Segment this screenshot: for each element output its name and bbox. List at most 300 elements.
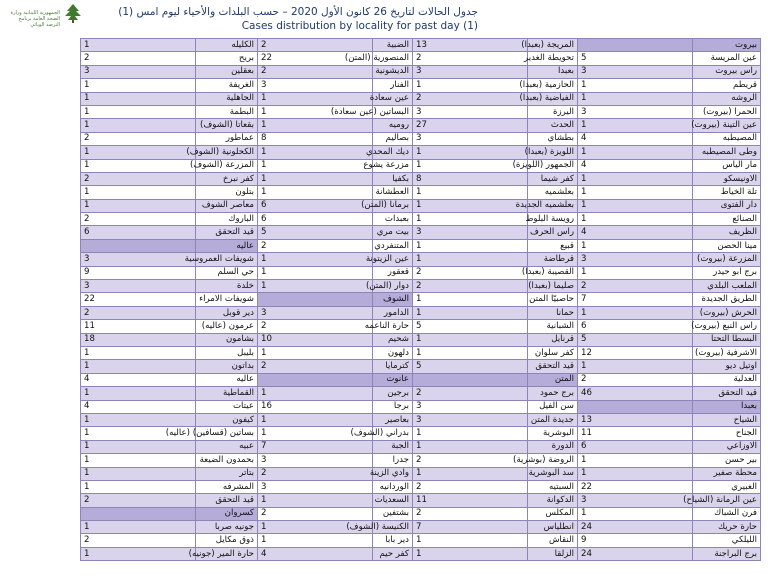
case-count: 1 bbox=[258, 427, 373, 440]
case-count: 8 bbox=[413, 172, 528, 185]
cases-table bbox=[80, 38, 761, 561]
locality-name: عين التينة (بيروت) bbox=[693, 119, 761, 132]
locality-name: كفر نبرخ bbox=[196, 172, 258, 185]
locality-name: بيت مري bbox=[373, 226, 413, 239]
case-count: 6 bbox=[258, 213, 373, 226]
case-count: 1 bbox=[413, 159, 528, 172]
table-row bbox=[81, 159, 761, 172]
locality-name: كفر سلوان bbox=[528, 346, 578, 359]
locality-name: عيتات bbox=[196, 400, 258, 413]
table-row bbox=[81, 199, 761, 212]
locality-name: دوار (المتن) bbox=[373, 280, 413, 293]
locality-name: الليلكي bbox=[693, 534, 761, 547]
case-count: 2 bbox=[578, 280, 693, 293]
locality-name: سن الفيل bbox=[528, 400, 578, 413]
case-count: 1 bbox=[413, 440, 528, 453]
case-count: 1 bbox=[578, 306, 693, 319]
table-row bbox=[81, 293, 761, 306]
case-count: 4 bbox=[578, 132, 693, 145]
locality-name: عين الرمانة (الشياح) bbox=[693, 494, 761, 507]
locality-name: الوردانيه bbox=[373, 480, 413, 493]
locality-name: اوتيل ديو bbox=[693, 360, 761, 373]
locality-name: المشرفه bbox=[196, 480, 258, 493]
case-count: 1 bbox=[413, 427, 528, 440]
case-count: 1 bbox=[81, 186, 196, 199]
locality-name: بساتين (قسافين) (عاليه) bbox=[196, 427, 258, 440]
locality-name: الضبية bbox=[373, 39, 413, 52]
locality-name: حارة المير (جونيه) bbox=[196, 547, 258, 560]
case-count: 7 bbox=[413, 521, 528, 534]
case-count: 11 bbox=[413, 494, 528, 507]
case-count: 4 bbox=[578, 159, 693, 172]
locality-name: البوشرية bbox=[528, 427, 578, 440]
case-count: 1 bbox=[258, 105, 373, 118]
case-count: 1 bbox=[258, 387, 373, 400]
case-count: 4 bbox=[578, 226, 693, 239]
locality-name: بتاتر bbox=[196, 467, 258, 480]
locality-name: جديدة المتن bbox=[528, 413, 578, 426]
locality-name: راس بيروت bbox=[693, 65, 761, 78]
case-count: 4 bbox=[81, 373, 196, 386]
district-header-value bbox=[81, 507, 196, 520]
locality-name: برجين bbox=[373, 387, 413, 400]
case-count: 1 bbox=[413, 534, 528, 547]
locality-name: قبيع bbox=[528, 239, 578, 252]
locality-name: بعلشميه bbox=[528, 186, 578, 199]
case-count: 27 bbox=[413, 119, 528, 132]
table-row bbox=[81, 534, 761, 547]
case-count: 2 bbox=[413, 92, 528, 105]
case-count: 1 bbox=[578, 266, 693, 279]
locality-name: الغريفة bbox=[196, 79, 258, 92]
case-count: 1 bbox=[413, 346, 528, 359]
district-header: عاليه bbox=[196, 239, 258, 252]
locality-name: قيد التحقق bbox=[196, 494, 258, 507]
locality-name: الروضة (بوشرية) bbox=[528, 454, 578, 467]
case-count: 1 bbox=[81, 454, 196, 467]
case-count: 3 bbox=[413, 400, 528, 413]
case-count: 8 bbox=[258, 132, 373, 145]
locality-name: قرطاضة bbox=[528, 253, 578, 266]
locality-name: الفياضية (بعبدا) bbox=[528, 92, 578, 105]
locality-name: صليما (بعبدا) bbox=[528, 280, 578, 293]
locality-name: اليرزة bbox=[528, 105, 578, 118]
title-english: Cases distribution by locality for past day (1) bbox=[241, 20, 478, 32]
case-count: 3 bbox=[81, 65, 196, 78]
table-row bbox=[81, 507, 761, 520]
case-count: 24 bbox=[578, 521, 693, 534]
locality-name: الاشرفية (بيروت) bbox=[693, 346, 761, 359]
locality-name: النقاش bbox=[528, 534, 578, 547]
case-count: 5 bbox=[413, 360, 528, 373]
locality-name: دلهون bbox=[373, 346, 413, 359]
case-count: 1 bbox=[578, 119, 693, 132]
case-count: 3 bbox=[258, 79, 373, 92]
locality-name: وطى المصيطبه bbox=[693, 146, 761, 159]
case-count: 2 bbox=[413, 280, 528, 293]
case-count: 2 bbox=[413, 454, 528, 467]
table-row bbox=[81, 146, 761, 159]
case-count: 1 bbox=[81, 159, 196, 172]
locality-name: عين الزيتونة bbox=[373, 253, 413, 266]
case-count: 22 bbox=[81, 293, 196, 306]
table-row bbox=[81, 186, 761, 199]
district-header: عانوت bbox=[373, 373, 413, 386]
district-header-value bbox=[578, 39, 693, 52]
locality-name: الجناح bbox=[693, 427, 761, 440]
locality-name: تحويطة الغدير bbox=[528, 52, 578, 65]
case-count: 7 bbox=[578, 293, 693, 306]
case-count: 6 bbox=[578, 320, 693, 333]
case-count: 1 bbox=[413, 253, 528, 266]
case-count: 1 bbox=[81, 427, 196, 440]
case-count: 2 bbox=[81, 306, 196, 319]
locality-name: الفنار bbox=[373, 79, 413, 92]
locality-name: ديك المحدي bbox=[373, 146, 413, 159]
case-count: 6 bbox=[578, 440, 693, 453]
table-row bbox=[81, 226, 761, 239]
case-count: 1 bbox=[578, 360, 693, 373]
locality-name: بشتفين bbox=[373, 507, 413, 520]
case-count: 1 bbox=[258, 253, 373, 266]
case-count: 3 bbox=[258, 306, 373, 319]
locality-name: روميه bbox=[373, 119, 413, 132]
locality-name: بعبدا bbox=[528, 65, 578, 78]
table-row bbox=[81, 440, 761, 453]
case-count: 2 bbox=[81, 534, 196, 547]
case-count: 1 bbox=[81, 467, 196, 480]
locality-name: شويفات العمروسية bbox=[196, 253, 258, 266]
locality-name: الظريف bbox=[693, 226, 761, 239]
table-row bbox=[81, 79, 761, 92]
case-count: 1 bbox=[413, 293, 528, 306]
case-count: 1 bbox=[258, 494, 373, 507]
locality-name: بليبل bbox=[196, 346, 258, 359]
locality-name: الاونيسكو bbox=[693, 172, 761, 185]
case-count: 5 bbox=[578, 333, 693, 346]
locality-name: الحدث bbox=[528, 119, 578, 132]
locality-name: الحرش (بيروت) bbox=[693, 306, 761, 319]
case-count: 5 bbox=[413, 320, 528, 333]
case-count: 1 bbox=[81, 146, 196, 159]
locality-name: راس الحرف bbox=[528, 226, 578, 239]
locality-name: الكحلونية (الشوف) bbox=[196, 146, 258, 159]
locality-name: فرن الشباك bbox=[693, 507, 761, 520]
logo-text: الجمهورية اللبنانية وزارة الصحة العامة برنامج الترصد الوبائي bbox=[10, 10, 60, 28]
locality-name: عماطور bbox=[196, 132, 258, 145]
district-header: الشوف bbox=[373, 293, 413, 306]
case-count: 1 bbox=[81, 92, 196, 105]
locality-name: وادي الزينة bbox=[373, 467, 413, 480]
locality-name: رويسة البلوط bbox=[528, 213, 578, 226]
table-row bbox=[81, 119, 761, 132]
case-count: 3 bbox=[258, 480, 373, 493]
case-count: 2 bbox=[413, 387, 528, 400]
case-count: 1 bbox=[81, 39, 196, 52]
locality-name: ذوق مكايل bbox=[196, 534, 258, 547]
locality-name: عين المريسة bbox=[693, 52, 761, 65]
case-count: 1 bbox=[258, 413, 373, 426]
case-count: 1 bbox=[81, 387, 196, 400]
locality-name: بدراني (الشوف) bbox=[373, 427, 413, 440]
locality-name: البسطا التحتا bbox=[693, 333, 761, 346]
case-count: 1 bbox=[578, 186, 693, 199]
locality-name: المكلس bbox=[528, 507, 578, 520]
locality-name: حارة حريك bbox=[693, 521, 761, 534]
case-count: 2 bbox=[81, 132, 196, 145]
locality-name: قيد التحقق bbox=[693, 387, 761, 400]
locality-name: الباروك bbox=[196, 213, 258, 226]
case-count: 1 bbox=[578, 92, 693, 105]
table-row bbox=[81, 494, 761, 507]
case-count: 1 bbox=[413, 333, 528, 346]
locality-name: الشياح bbox=[693, 413, 761, 426]
locality-name: كيفون bbox=[196, 413, 258, 426]
locality-name: بتلون bbox=[196, 186, 258, 199]
case-count: 2 bbox=[81, 52, 196, 65]
locality-name: المزرعة (بيروت) bbox=[693, 253, 761, 266]
locality-name: جونيه صربا bbox=[196, 521, 258, 534]
locality-name: حاصبيّا المتن bbox=[528, 293, 578, 306]
cedar-tree-icon bbox=[62, 2, 84, 24]
case-count: 7 bbox=[258, 440, 373, 453]
district-header-value bbox=[413, 373, 528, 386]
case-count: 6 bbox=[258, 199, 373, 212]
case-count: 9 bbox=[578, 534, 693, 547]
locality-name: الزلقا bbox=[528, 547, 578, 560]
case-count: 1 bbox=[81, 480, 196, 493]
locality-name: الجاهلية bbox=[196, 92, 258, 105]
case-count: 1 bbox=[258, 119, 373, 132]
case-count: 1 bbox=[413, 467, 528, 480]
case-count: 3 bbox=[578, 65, 693, 78]
case-count: 2 bbox=[258, 39, 373, 52]
locality-name: البطمة bbox=[196, 105, 258, 118]
table-row bbox=[81, 253, 761, 266]
case-count: 22 bbox=[578, 480, 693, 493]
locality-name: كفر حيم bbox=[373, 547, 413, 560]
case-count: 11 bbox=[578, 427, 693, 440]
case-count: 1 bbox=[413, 239, 528, 252]
district-header-value bbox=[258, 293, 373, 306]
locality-name: حارة الناعمه bbox=[373, 320, 413, 333]
title-arabic: جدول الحالات لتاريخ 26 كانون الأول 2020 – حسب البلدات والأحياء ليوم امس (1) bbox=[118, 6, 478, 18]
case-count: 1 bbox=[413, 146, 528, 159]
table-row bbox=[81, 266, 761, 279]
table-row bbox=[81, 320, 761, 333]
locality-name: عاليه bbox=[196, 373, 258, 386]
locality-name: كترمايا bbox=[373, 360, 413, 373]
locality-name: محطة صفير bbox=[693, 467, 761, 480]
locality-name: مار الياس bbox=[693, 159, 761, 172]
locality-name: السبتيه bbox=[528, 480, 578, 493]
locality-name: برج حمود bbox=[528, 387, 578, 400]
locality-name: بصاليم bbox=[373, 132, 413, 145]
case-count: 9 bbox=[81, 266, 196, 279]
case-count: 1 bbox=[578, 172, 693, 185]
table-row bbox=[81, 213, 761, 226]
case-count: 1 bbox=[258, 172, 373, 185]
case-count: 10 bbox=[258, 333, 373, 346]
locality-name: الدكوانة bbox=[528, 494, 578, 507]
case-count: 3 bbox=[413, 226, 528, 239]
locality-name: العدلية bbox=[693, 373, 761, 386]
case-count: 2 bbox=[258, 65, 373, 78]
locality-name: انطلياس bbox=[528, 521, 578, 534]
table-row bbox=[81, 52, 761, 65]
district-header-value bbox=[578, 400, 693, 413]
locality-name: شويفات الامراء bbox=[196, 293, 258, 306]
locality-name: بداتون bbox=[196, 360, 258, 373]
table-row bbox=[81, 346, 761, 359]
table-row bbox=[81, 521, 761, 534]
case-count: 4 bbox=[258, 547, 373, 560]
case-count: 1 bbox=[578, 213, 693, 226]
case-count: 2 bbox=[413, 480, 528, 493]
case-count: 1 bbox=[578, 467, 693, 480]
case-count: 2 bbox=[258, 239, 373, 252]
table-row bbox=[81, 387, 761, 400]
locality-name: راس النبع (بيروت) bbox=[693, 320, 761, 333]
case-count: 1 bbox=[413, 186, 528, 199]
table-row bbox=[81, 413, 761, 426]
district-header-value bbox=[81, 239, 196, 252]
locality-name: المتنفردي bbox=[373, 239, 413, 252]
locality-name: اللويزة (بعبدا) bbox=[528, 146, 578, 159]
table-row bbox=[81, 547, 761, 560]
locality-name: الجبة bbox=[373, 440, 413, 453]
locality-name: الحازمية (بعبدا) bbox=[528, 79, 578, 92]
locality-name: بقعاتا (الشوف) bbox=[196, 119, 258, 132]
locality-name: بشامون bbox=[196, 333, 258, 346]
district-header: المتن bbox=[528, 373, 578, 386]
case-count: 3 bbox=[413, 105, 528, 118]
locality-name: مزرعة يشوع bbox=[373, 159, 413, 172]
case-count: 1 bbox=[258, 159, 373, 172]
case-count: 1 bbox=[258, 186, 373, 199]
case-count: 1 bbox=[413, 199, 528, 212]
case-count: 1 bbox=[413, 306, 528, 319]
locality-name: بعقلين bbox=[196, 65, 258, 78]
locality-name: البساتين (عين سعادة) bbox=[373, 105, 413, 118]
case-count: 1 bbox=[258, 346, 373, 359]
locality-name: برمانا (المتن) bbox=[373, 199, 413, 212]
table-row bbox=[81, 400, 761, 413]
district-header-value bbox=[258, 373, 373, 386]
case-count: 1 bbox=[258, 521, 373, 534]
table-row bbox=[81, 360, 761, 373]
case-count: 1 bbox=[81, 360, 196, 373]
table-row bbox=[81, 105, 761, 118]
case-count: 1 bbox=[258, 266, 373, 279]
case-count: 2 bbox=[578, 373, 693, 386]
case-count: 3 bbox=[413, 413, 528, 426]
locality-name: بحمدون الضيعة bbox=[196, 454, 258, 467]
case-count: 1 bbox=[578, 79, 693, 92]
case-count: 1 bbox=[258, 146, 373, 159]
locality-name: برجا bbox=[373, 400, 413, 413]
case-count: 6 bbox=[81, 226, 196, 239]
locality-name: بعاصير bbox=[373, 413, 413, 426]
case-count: 1 bbox=[413, 213, 528, 226]
district-header: بيروت bbox=[693, 39, 761, 52]
case-count: 1 bbox=[81, 521, 196, 534]
table-row bbox=[81, 306, 761, 319]
case-count: 2 bbox=[258, 320, 373, 333]
locality-name: القصيبة (بعبدا) bbox=[528, 266, 578, 279]
locality-name: الملعب البلدي bbox=[693, 280, 761, 293]
case-count: 3 bbox=[81, 280, 196, 293]
locality-name: معاصر الشوف bbox=[196, 199, 258, 212]
table-row bbox=[81, 280, 761, 293]
case-count: 2 bbox=[413, 52, 528, 65]
case-count: 3 bbox=[413, 65, 528, 78]
locality-name: كفر شيما bbox=[528, 172, 578, 185]
locality-name: الدامور bbox=[373, 306, 413, 319]
locality-name: المزرعة (الشوف) bbox=[196, 159, 258, 172]
table-row bbox=[81, 373, 761, 386]
case-count: 1 bbox=[81, 79, 196, 92]
locality-name: خلدة bbox=[196, 280, 258, 293]
locality-name: برج ابو حيدر bbox=[693, 266, 761, 279]
locality-name: قريطم bbox=[693, 79, 761, 92]
case-count: 22 bbox=[258, 52, 373, 65]
locality-name: بعبدات bbox=[373, 213, 413, 226]
case-count: 1 bbox=[81, 119, 196, 132]
locality-name: الروشه bbox=[693, 92, 761, 105]
locality-name: المنصورية (المتن) bbox=[373, 52, 413, 65]
locality-name: الصنائع bbox=[693, 213, 761, 226]
locality-name: شحيم bbox=[373, 333, 413, 346]
locality-name: العطشانة bbox=[373, 186, 413, 199]
case-count: 1 bbox=[578, 239, 693, 252]
locality-name: القماطية bbox=[196, 387, 258, 400]
case-count: 1 bbox=[413, 547, 528, 560]
table-row bbox=[81, 467, 761, 480]
case-count: 3 bbox=[81, 253, 196, 266]
locality-name: قيد التحقق bbox=[196, 226, 258, 239]
table-row bbox=[81, 480, 761, 493]
case-count: 24 bbox=[578, 547, 693, 560]
case-count: 1 bbox=[81, 105, 196, 118]
case-count: 5 bbox=[258, 226, 373, 239]
case-count: 2 bbox=[258, 467, 373, 480]
case-count: 2 bbox=[413, 507, 528, 520]
case-count: 1 bbox=[81, 413, 196, 426]
locality-name: الغبيري bbox=[693, 480, 761, 493]
locality-name: الكنيسة (الشوف) bbox=[373, 521, 413, 534]
case-count: 1 bbox=[578, 199, 693, 212]
case-count: 3 bbox=[413, 132, 528, 145]
locality-name: جدرا bbox=[373, 454, 413, 467]
locality-name: مينا الحصن bbox=[693, 239, 761, 252]
case-count: 5 bbox=[578, 52, 693, 65]
case-count: 3 bbox=[258, 454, 373, 467]
locality-name: الشبانية bbox=[528, 320, 578, 333]
table-row bbox=[81, 132, 761, 145]
table-row bbox=[81, 454, 761, 467]
locality-name: الاوزاعي bbox=[693, 440, 761, 453]
case-count: 3 bbox=[578, 105, 693, 118]
locality-name: برج البراجنة bbox=[693, 547, 761, 560]
case-count: 18 bbox=[81, 333, 196, 346]
locality-name: الديشونية bbox=[373, 65, 413, 78]
case-count: 2 bbox=[258, 360, 373, 373]
table-row bbox=[81, 333, 761, 346]
locality-name: قيد التحقق bbox=[528, 360, 578, 373]
locality-name: عبيه bbox=[196, 440, 258, 453]
table-row bbox=[81, 39, 761, 52]
